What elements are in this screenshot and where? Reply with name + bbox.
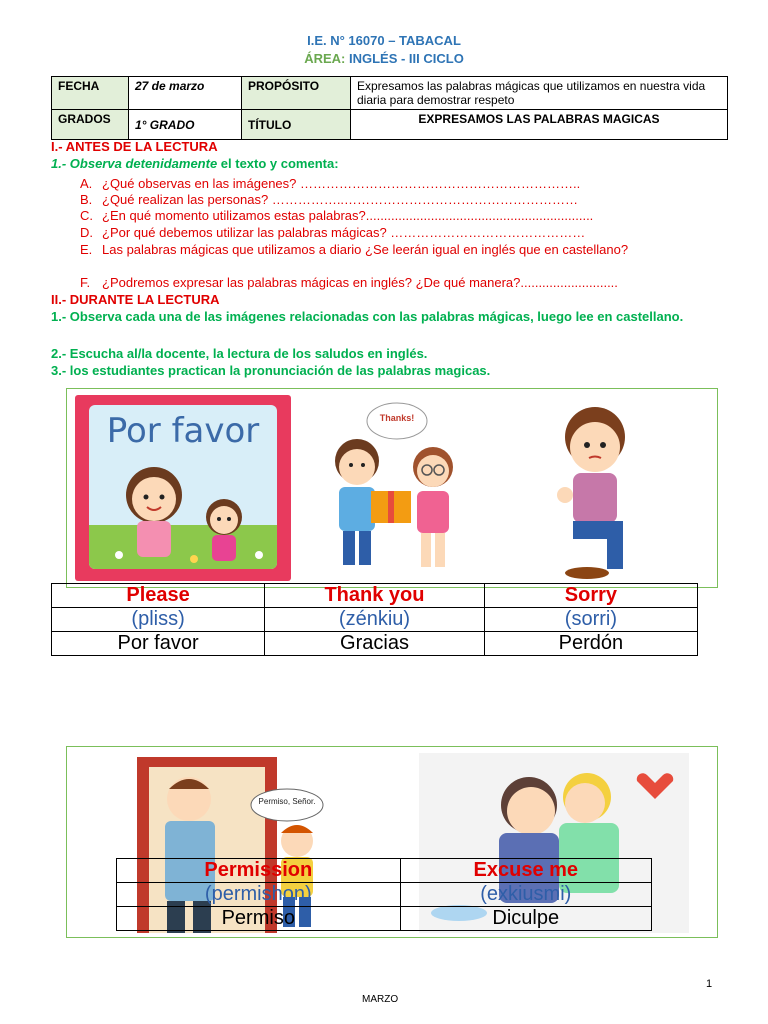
por-favor-card bbox=[75, 395, 291, 581]
es-disculpe: Diculpe bbox=[400, 907, 651, 931]
question-f: F. ¿Podremos expresar las palabras mágicas en inglés? ¿De qué manera?........................... bbox=[80, 275, 618, 290]
school-name: I.E. N° 16070 – TABACAL bbox=[307, 33, 461, 48]
question-e: E. Las palabras mágicas que utilizamos a diario ¿Se leerán igual en inglés que en castellano? bbox=[80, 242, 629, 257]
question-d: D. ¿Por qué debemos utilizar las palabras mágicas? ……………………………………… bbox=[80, 225, 586, 240]
words-table-1 bbox=[51, 583, 698, 656]
pron-permission: (permishon) bbox=[117, 883, 401, 907]
word-permission: Permission bbox=[117, 859, 401, 883]
proposito-value: Expresamos las palabras mágicas que utilizamos en nuestra vida diaria para demostrar respeto bbox=[351, 77, 728, 110]
durante-step-1: 1.- Observa cada una de las imágenes relacionadas con las palabras mágicas, luego lee en castellano. bbox=[51, 309, 684, 324]
word-please: Please bbox=[52, 584, 265, 608]
durante-title: II.- DURANTE LA LECTURA bbox=[51, 292, 220, 307]
durante-step-3: 3.- los estudiantes practican la pronunciación de las palabras magicas. bbox=[51, 363, 491, 378]
area-value: INGLÉS - III CICLO bbox=[345, 51, 464, 66]
instr-rest: el texto y comenta: bbox=[217, 156, 339, 171]
question-b: B. ¿Qué realizan las personas? ……………..……………………………………………… bbox=[80, 192, 579, 207]
titulo-label: TÍTULO bbox=[242, 110, 351, 140]
pron-thank-you: (zénkiu) bbox=[265, 608, 485, 632]
question-a: A. ¿Qué observas en las imágenes? ……………………………………………………….. bbox=[80, 176, 581, 191]
fecha-value: 27 de marzo bbox=[129, 77, 242, 110]
grados-value: 1° GRADO bbox=[129, 110, 242, 140]
es-por-favor: Por favor bbox=[52, 632, 265, 656]
area-line bbox=[0, 51, 768, 66]
durante-step-2: 2.- Escucha al/la docente, la lectura de los saludos en inglés. bbox=[51, 346, 428, 361]
es-gracias: Gracias bbox=[265, 632, 485, 656]
pron-please: (pliss) bbox=[52, 608, 265, 632]
por-favor-panel bbox=[89, 405, 277, 569]
fecha-label: FECHA bbox=[52, 77, 129, 110]
es-perdon: Perdón bbox=[484, 632, 697, 656]
pron-sorry: (sorri) bbox=[484, 608, 697, 632]
instr-italic: Observa detenidamente bbox=[69, 156, 218, 171]
words-table-2 bbox=[116, 858, 652, 931]
image-box-1 bbox=[66, 388, 718, 588]
word-excuse-me: Excuse me bbox=[400, 859, 651, 883]
por-favor-title: Por favor bbox=[106, 411, 260, 451]
es-permiso: Permiso bbox=[117, 907, 401, 931]
sorry-boy-illustration bbox=[507, 395, 677, 581]
footer-month: MARZO bbox=[362, 994, 399, 1005]
grados-label: GRADOS bbox=[52, 110, 129, 140]
girls-illustration bbox=[99, 455, 269, 569]
proposito-label: PROPÓSITO bbox=[242, 77, 351, 110]
instr-num: 1.- bbox=[51, 156, 70, 171]
antes-instruction bbox=[51, 156, 339, 171]
pron-excuse-me: (exkiusmi) bbox=[400, 883, 651, 907]
word-sorry: Sorry bbox=[484, 584, 697, 608]
question-c: C. ¿En qué momento utilizamos estas palabras?............................................................... bbox=[80, 208, 594, 223]
area-label: ÁREA: bbox=[304, 51, 346, 66]
titulo-value: EXPRESAMOS LAS PALABRAS MAGICAS bbox=[351, 110, 728, 140]
permission-bubble: Permiso, Señor. bbox=[258, 797, 316, 806]
word-thank-you: Thank you bbox=[265, 584, 485, 608]
thanks-bubble: Thanks! bbox=[379, 413, 415, 423]
antes-title: I.- ANTES DE LA LECTURA bbox=[51, 139, 218, 154]
info-table bbox=[51, 76, 728, 140]
page-number: 1 bbox=[706, 978, 713, 990]
